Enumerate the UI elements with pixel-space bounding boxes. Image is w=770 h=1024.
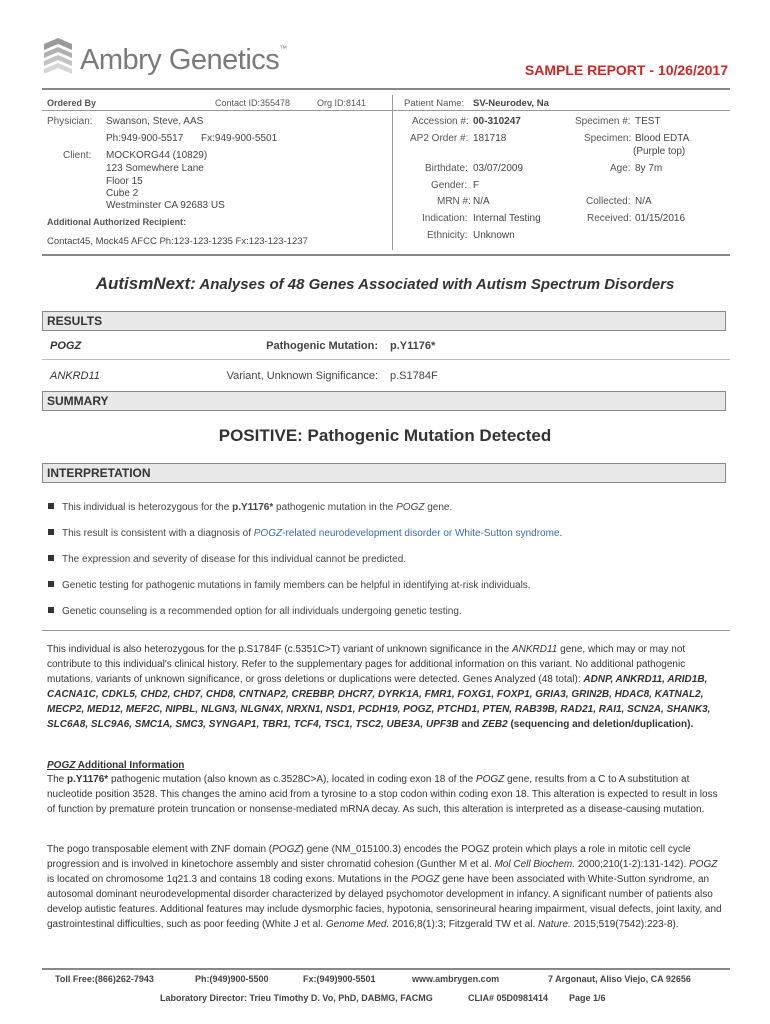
ethnicity-label: Ethnicity: [427,230,468,241]
footer-address: 7 Argonaut, Aliso Viejo, CA 92656 [548,974,691,984]
additional-recipient: Contact45, Mock45 AFCC Ph:123-123-1235 Fx:123-123-1237 [47,236,308,247]
age-value: 8y 7m [635,163,663,174]
interpretation-bullet: The expression and severity of disease for this individual cannot be predicted. [48,554,406,565]
specimen-sub-value: (Purple top) [633,146,686,157]
physician-fax: Fx:949-900-5501 [201,133,278,144]
ordered-by-rule [42,110,392,111]
additional-recipient-label: Additional Authorized Recipient: [47,217,187,227]
birthdate-label: Birthdate: [425,163,468,174]
patient-name-label: Patient Name: [404,98,465,109]
ap2-label: AP2 Order #: [410,133,469,144]
client-line: Floor 15 [106,176,143,187]
indication-value: Internal Testing [473,213,541,224]
result-gene: ANKRD11 [50,370,100,382]
specimen-no-value: TEST [635,116,661,127]
footer-website[interactable]: www.ambrygen.com [412,974,500,984]
specimen-value: Blood EDTA [635,133,690,144]
collected-value: N/A [635,196,652,207]
ap2-value: 181718 [473,133,507,144]
footer-phone: Ph:(949)900-5500 [195,974,269,984]
client-line: Westminster CA 92683 US [106,200,225,211]
result-gene: POGZ [50,340,82,352]
interpretation-bullet: This result is consistent with a diagnosis of POGZ-related neurodevelopment disorder or White-Sutton syndrome. [48,528,562,539]
patient-rule [392,110,730,111]
contact-id: Contact ID:355478 [215,98,291,108]
footer-rule [42,968,730,970]
results-row-rule [42,359,730,360]
ethnicity-value: Unknown [473,230,515,241]
report-title: AutismNext: Analyses of 48 Genes Associated with Autism Spectrum Disorders [95,274,675,293]
client-label: Client: [63,150,92,161]
result-variant: p.Y1176* [390,340,436,352]
info-bottom-rule [42,254,730,256]
results-heading: RESULTS [42,311,726,331]
pogz-info-heading: POGZ Additional Information [47,760,185,771]
footer-fax: Fx:(949)900-5501 [303,974,376,984]
interpretation-bullet: Genetic counseling is a recommended option for all individuals undergoing genetic testing. [48,606,462,617]
physician-name: Swanson, Steve, AAS [106,116,204,127]
physician-label: Physician: [47,116,93,127]
summary-result: POSITIVE: Pathogenic Mutation Detected [218,426,552,445]
mrn-value: N/A [473,196,490,207]
result-classification: Pathogenic Mutation: [266,340,378,352]
client-line: MOCKORG44 (10829) [106,150,208,161]
result-classification: Variant, Unknown Significance: [226,370,378,382]
received-label: Received: [587,213,632,224]
pogz-gene-paragraph: The pogo transposable element with ZNF domain (POGZ) gene (NM_015100.3) encodes the POGZ protein which plays a role in mitotic cell cycle progression and is involved in kinetochore assembly and sister chromatid cohesion (Gunther M et al. Mol Cell Biochem. 2000;210(1-2):131-142). POGZ is located on chromosome 1q21.3 and contains 18 coding exons. Mutations in the POGZ gene have been associated with White-Sutton syndrome, an autosomal dominant neurodevelopmental disorder characterized by delayed psychomotor development in infancy. A significant number of patients also develop autistic features. Additional features may include dysmorphic facies, hypotonia, sensorineural hearing impairment, visual defects, joint laxity, and gastrointestinal difficulties, such as poor feeding (White J et al. Genome Med. 2016;8(1):3; Fitzgerald TW et al. Nature. 2015;519(7542):223-8). [47,844,722,930]
footer-clia: CLIA# 05D0981414 [468,993,549,1003]
indication-label: Indication: [422,213,468,224]
physician-phone: Ph:949-900-5517 [106,133,184,144]
specimen-no-label: Specimen #: [575,116,631,127]
birthdate-value: 03/07/2009 [473,163,524,174]
vus-paragraph: This individual is also heterozygous for the p.S1784F (c.5351C>T) variant of unknown significance in the ANKRD11 gene, which may or may not contribute to this individual's clinical history. Refer to the supplementary pages for additional information on this variant. No additional pathogenic mutations, variants of unknown significance, or gross deletions or duplications were detected. Genes Analyzed (48 total): ADNP, ANKRD11, ARID1B, CACNA1C, CDKL5, CHD2, CHD7, CHD8, CNTNAP2, CREBBP, DHCR7, DYRK1A, FMR1, FOXG1, FOXP1, GRIA3, GRIN2B, HDAC8, KATNAL2, MECP2, MED12, MEF2C, NIPBL, NLGN3, NLGN4X, NRXN1, NSD1, PCDH19, POGZ, PTCHD1, PTEN, RAB39B, RAD21, RAI1, SCN2A, SHANK3, SLC6A8, SLC9A6, SMC1A, SMC3, SYNGAP1, TBR1, TCF4, TSC1, TSC2, UBE3A, UPF3B and ZEB2 (sequencing and deletion/duplication). [47,644,711,730]
collected-label: Collected: [586,196,631,207]
footer-director: Laboratory Director: Trieu Timothy D. Vo, PhD, DABMG, FACMG [160,993,433,1003]
mrn-label: MRN #: [437,196,471,207]
specimen-label: Specimen: [584,133,632,144]
interpretation-bullet: Genetic testing for pathogenic mutations in family members can be helpful in identifying at-risk individuals. [48,580,531,591]
pogz-mutation-paragraph: The p.Y1176* pathogenic mutation (also known as c.3528C>A), located in coding exon 18 of the POGZ gene, results from a C to A substitution at nucleotide position 3528. This changes the amino acid from a tyrosine to a stop codon within coding exon 18. This alteration is expected to result in loss of function by premature protein truncation or nonsense-mediated mRNA decay. As such, this alteration is interpreted as a disease-causing mutation. [47,774,718,815]
gender-value: F [473,180,480,191]
ambry-logo-mark-icon [42,36,74,80]
ambry-logo-text: Ambry Genetics™ [80,44,287,76]
interpretation-bullet: This individual is heterozygous for the p.Y1176* pathogenic mutation in the POGZ gene. [48,502,452,513]
accession-value: 00-310247 [473,116,521,127]
info-divider [392,95,393,250]
interpretation-rule [42,630,730,631]
interpretation-heading: INTERPRETATION [42,463,726,483]
received-value: 01/15/2016 [635,213,686,224]
footer-toll-free: Toll Free:(866)262-7943 [55,974,154,984]
footer-page-number: Page 1/6 [569,993,606,1003]
header-rule [42,88,730,90]
client-line: 123 Somewhere Lane [106,163,204,174]
accession-label: Accession #: [412,116,469,127]
client-line: Cube 2 [106,188,139,199]
org-id: Org ID:8141 [317,98,367,108]
gender-label: Gender: [431,180,468,191]
ordered-by-label: Ordered By [47,98,97,108]
age-label: Age: [610,163,631,174]
result-variant: p.S1784F [390,370,438,382]
sample-report-header: SAMPLE REPORT - 10/26/2017 [524,62,728,78]
summary-heading: SUMMARY [42,391,726,411]
patient-name: SV-Neurodev, Na [473,98,549,109]
